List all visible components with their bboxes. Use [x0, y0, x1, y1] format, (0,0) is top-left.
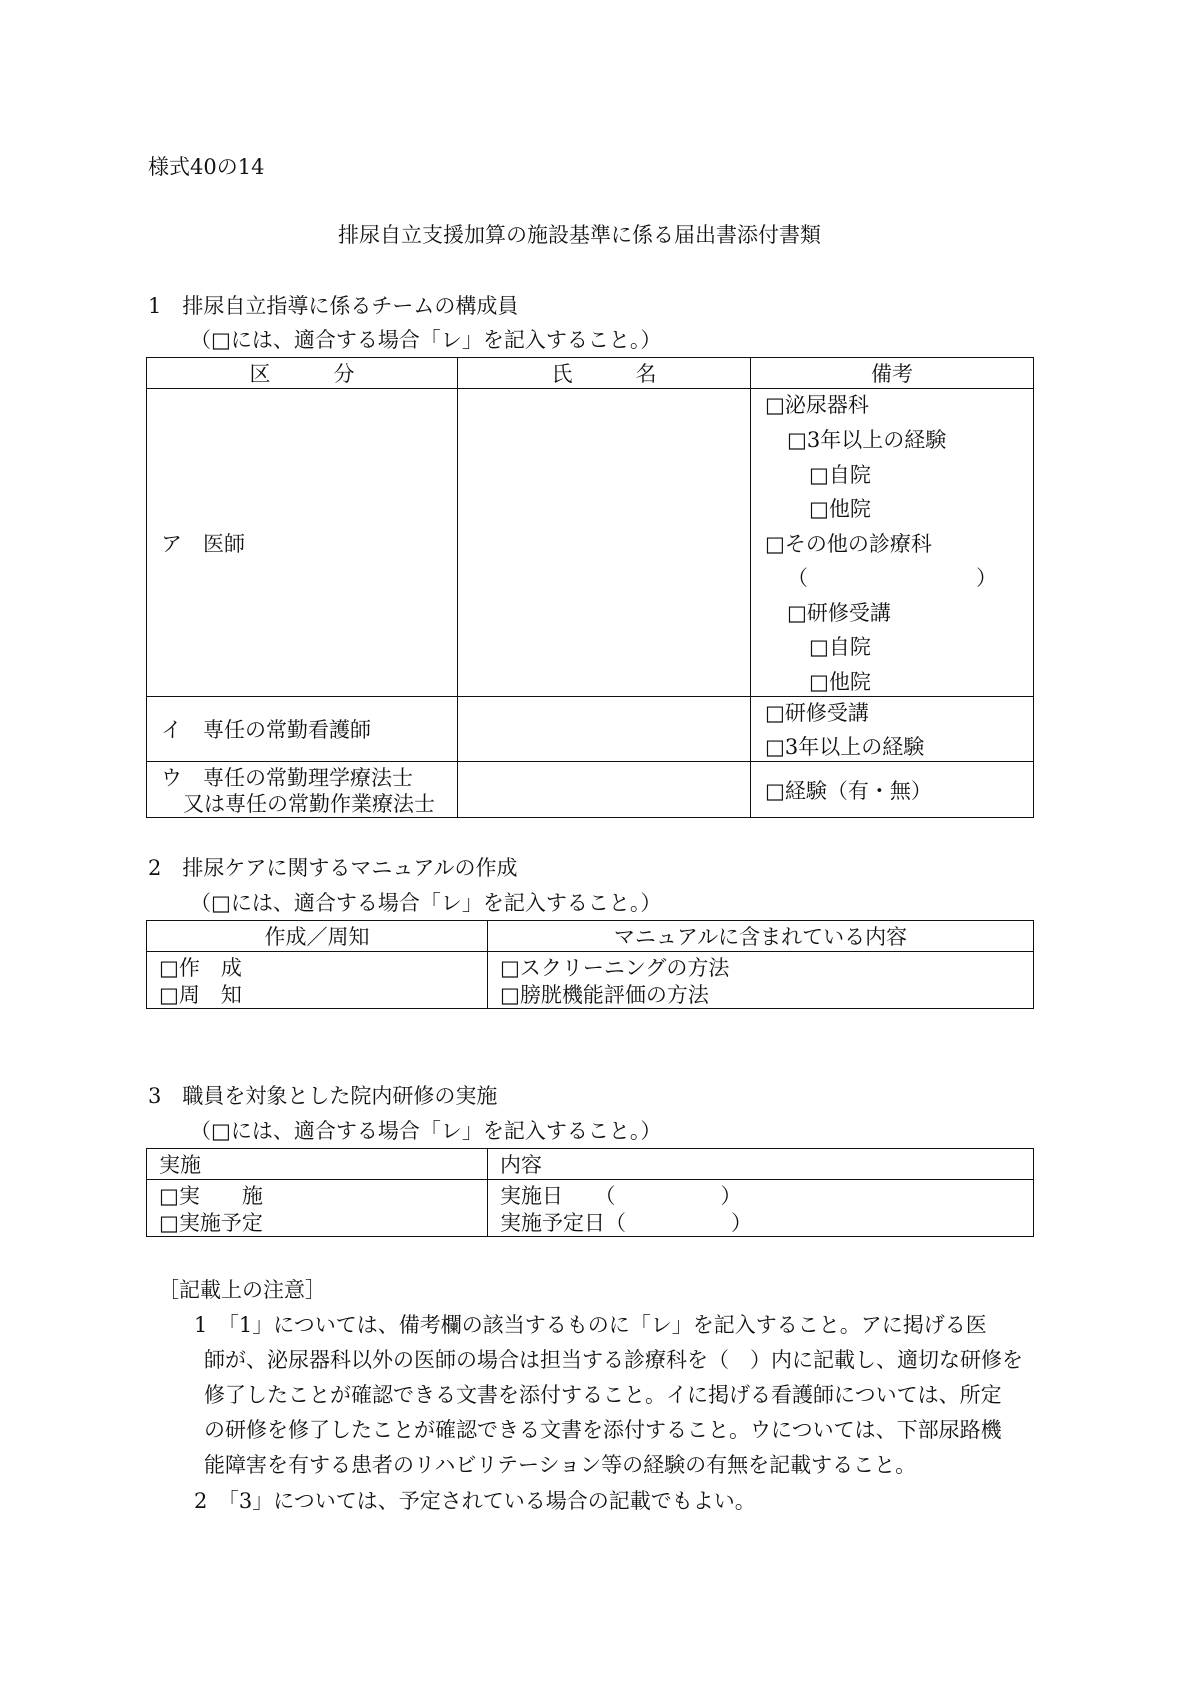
section1-heading: 1 排尿自立指導に係るチームの構成員 — [148, 294, 519, 318]
header-manual-content: マニュアルに含まれている内容 — [488, 921, 1034, 952]
row-nurse-remarks — [751, 697, 1034, 762]
section2-instruction: （□には、適合する場合「レ」を記入すること。） — [190, 891, 662, 915]
document-title: 排尿自立支援加算の施設基準に係る届出書添付書類 — [338, 223, 821, 247]
training-table — [146, 1148, 1034, 1237]
row-nurse-label: イ 専任の常勤看護師 — [147, 697, 458, 762]
section2-heading: 2 排尿ケアに関するマニュアルの作成 — [148, 856, 518, 880]
section3-instruction: （□には、適合する場合「レ」を記入すること。） — [190, 1119, 662, 1143]
notes-heading: ［記載上の注意］ — [158, 1278, 326, 1302]
row-physician-remarks — [751, 389, 1034, 697]
header-create-notify: 作成／周知 — [147, 921, 488, 952]
form-number: 様式40の14 — [148, 155, 265, 179]
row-therapist-name[interactable] — [458, 762, 751, 818]
note1-line1: 1 「1」については、備考欄の該当するものに「レ」を記入すること。アに掲げる医 — [194, 1313, 987, 1337]
header-name: 氏 名 — [458, 358, 751, 389]
check-nurse-3years[interactable]: □3年以上の経験 — [765, 735, 925, 759]
check-training-other-hospital[interactable]: □他院 — [809, 670, 871, 694]
check-therapist-experience[interactable]: □経験（有・無） — [765, 778, 932, 803]
check-bladder-evaluation[interactable]: □膀胱機能評価の方法 — [500, 983, 709, 1007]
check-other-hospital[interactable]: □他院 — [809, 497, 871, 521]
training-left-cell — [147, 1180, 488, 1237]
section3-heading: 3 職員を対象とした院内研修の実施 — [148, 1084, 498, 1108]
check-training[interactable]: □研修受講 — [787, 601, 891, 625]
department-input[interactable]: （ ） — [787, 566, 997, 590]
note1-line5: 能障害を有する患者のリハビリテーション等の経験の有無を記載すること。 — [204, 1453, 917, 1477]
row-therapist-remarks — [751, 762, 1034, 818]
check-notified[interactable]: □周 知 — [159, 983, 242, 1007]
header-remarks: 備考 — [751, 358, 1034, 389]
manual-left-cell — [147, 952, 488, 1009]
section1-instruction: （□には、適合する場合「レ」を記入すること。） — [190, 328, 662, 352]
check-own-hospital[interactable]: □自院 — [809, 463, 871, 487]
manual-right-cell — [488, 952, 1034, 1009]
implementation-date[interactable]: 実施日 （ ） — [500, 1184, 742, 1208]
check-implemented[interactable]: □実 施 — [159, 1184, 263, 1208]
check-3years-experience[interactable]: □3年以上の経験 — [787, 428, 947, 452]
check-other-department[interactable]: □その他の診療科 — [765, 532, 932, 556]
check-training-own-hospital[interactable]: □自院 — [809, 635, 871, 659]
training-right-cell — [488, 1180, 1034, 1237]
row-physician-name[interactable] — [458, 389, 751, 697]
note1-line3: 修了したことが確認できる文書を添付すること。イに掲げる看護師については、所定 — [204, 1383, 1002, 1407]
note1-line2: 師が、泌尿器科以外の医師の場合は担当する診療科を（ ）内に記載し、適切な研修を — [204, 1348, 1023, 1372]
note1-line4: の研修を修了したことが確認できる文書を添付すること。ウについては、下部尿路機 — [204, 1418, 1002, 1442]
check-urology[interactable]: □泌尿器科 — [765, 393, 869, 417]
planned-date[interactable]: 実施予定日（ ） — [500, 1211, 752, 1235]
header-content: 内容 — [488, 1149, 1034, 1180]
team-members-table — [146, 357, 1034, 818]
header-implementation: 実施 — [147, 1149, 488, 1180]
row-physician-label: ア 医師 — [147, 389, 458, 697]
manual-table — [146, 920, 1034, 1009]
check-planned[interactable]: □実施予定 — [159, 1211, 263, 1235]
check-created[interactable]: □作 成 — [159, 956, 242, 980]
check-nurse-training[interactable]: □研修受講 — [765, 701, 869, 725]
check-screening-method[interactable]: □スクリーニングの方法 — [500, 956, 730, 980]
row-nurse-name[interactable] — [458, 697, 751, 762]
row-therapist-label: ウ 専任の常勤理学療法士 又は専任の常勤作業療法士 — [147, 762, 458, 818]
note2: 2 「3」については、予定されている場合の記載でもよい。 — [194, 1489, 756, 1513]
header-category: 区 分 — [147, 358, 458, 389]
